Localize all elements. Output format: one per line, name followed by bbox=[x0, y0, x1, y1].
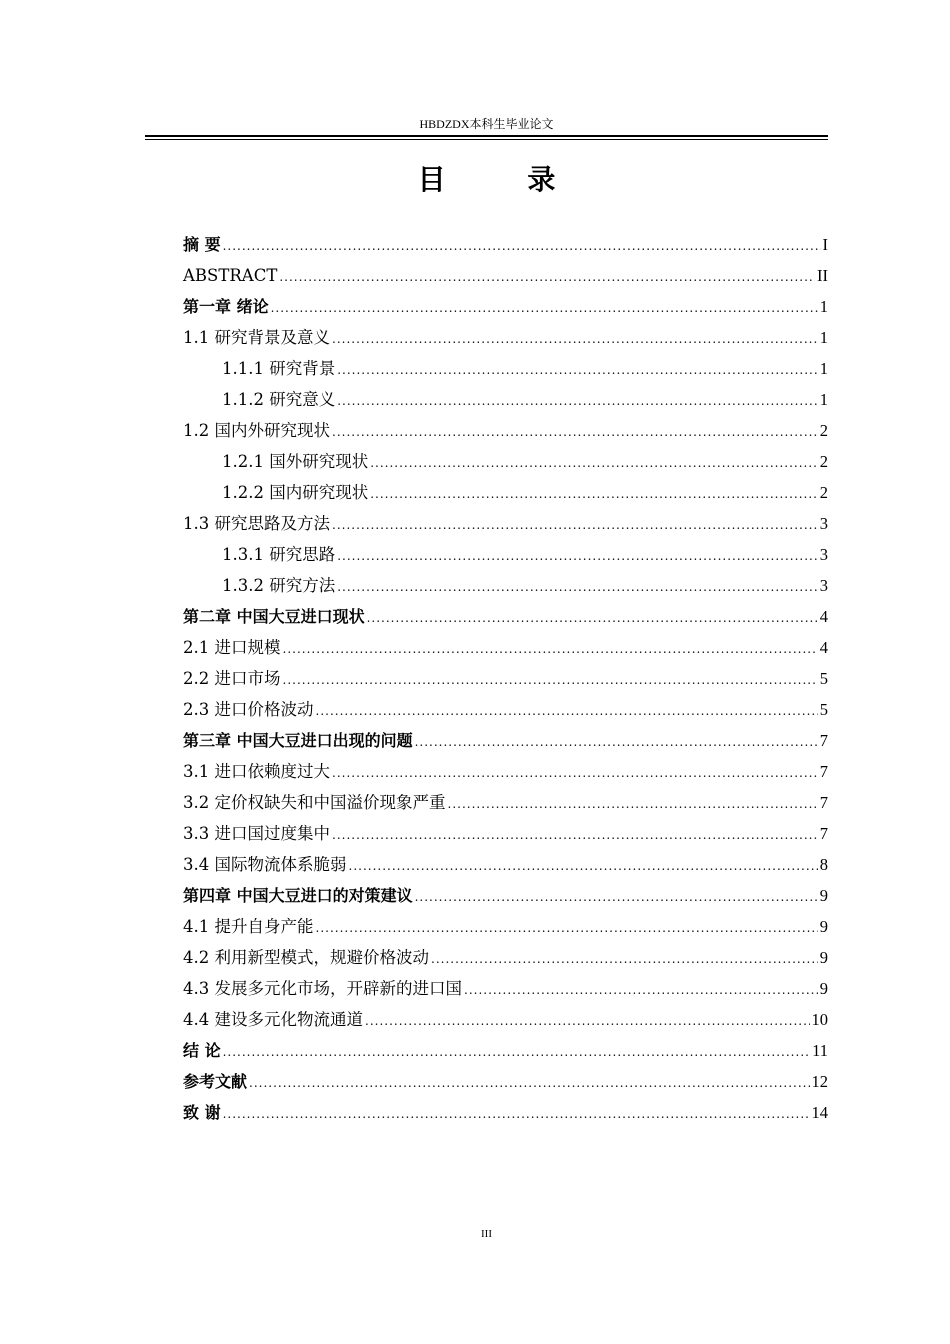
toc-entry-label: 4.3 发展多元化市场，开辟新的进口国 bbox=[183, 979, 462, 998]
toc-entry-label: 第二章 中国大豆进口现状 bbox=[183, 607, 365, 626]
toc-entry-page: 1 bbox=[819, 359, 828, 378]
toc-entry-label: 3.2 定价权缺失和中国溢价现象严重 bbox=[183, 793, 446, 812]
toc-dot-leader bbox=[332, 758, 818, 789]
toc-entry-page: 2 bbox=[819, 452, 828, 471]
toc-dot-leader bbox=[370, 448, 818, 479]
toc-dot-leader bbox=[337, 355, 818, 386]
toc-entry[interactable] bbox=[183, 818, 828, 849]
toc-entry-label: 4.1 提升自身产能 bbox=[183, 917, 314, 936]
toc-entry[interactable] bbox=[183, 694, 828, 725]
toc-entry-label: 3.1 进口依赖度过大 bbox=[183, 762, 330, 781]
header-rule-thick bbox=[145, 135, 828, 137]
toc-entry[interactable] bbox=[183, 725, 828, 756]
toc-dot-leader bbox=[283, 665, 818, 696]
header-rule-thin bbox=[145, 139, 828, 140]
toc-entry[interactable] bbox=[183, 1066, 828, 1097]
toc-dot-leader bbox=[279, 262, 815, 293]
toc-entry-page: 4 bbox=[819, 607, 828, 626]
toc-entry[interactable] bbox=[183, 787, 828, 818]
toc-dot-leader bbox=[332, 510, 818, 541]
running-header: HBDZDX本科生毕业论文 bbox=[419, 117, 554, 131]
toc-entry[interactable] bbox=[183, 849, 828, 880]
toc-entry-page: 10 bbox=[811, 1010, 828, 1029]
toc-entry[interactable] bbox=[183, 632, 828, 663]
toc-entry-label: 2.3 进口价格波动 bbox=[183, 700, 314, 719]
toc-entry[interactable] bbox=[183, 1035, 828, 1066]
toc-entry[interactable] bbox=[183, 601, 828, 632]
toc-entry-page: 3 bbox=[819, 576, 828, 595]
toc-dot-leader bbox=[349, 851, 818, 882]
toc-entry-label: 第三章 中国大豆进口出现的问题 bbox=[183, 731, 413, 750]
toc-entry-page: 1 bbox=[819, 328, 828, 347]
toc-dot-leader bbox=[223, 231, 821, 262]
toc-entry[interactable] bbox=[183, 229, 828, 260]
toc-entry-page: 7 bbox=[819, 762, 828, 781]
toc-entry-label: 2.1 进口规模 bbox=[183, 638, 281, 657]
toc-entry[interactable] bbox=[183, 291, 828, 322]
toc-dot-leader bbox=[332, 820, 818, 851]
toc-entry-page: 9 bbox=[819, 948, 828, 967]
toc-entry-label: ABSTRACT bbox=[183, 266, 278, 285]
toc-entry-label: 1.3.2 研究方法 bbox=[222, 576, 336, 595]
toc-entry-page: 5 bbox=[819, 669, 828, 688]
toc-dot-leader bbox=[271, 293, 818, 324]
toc-dot-leader bbox=[332, 324, 818, 355]
toc-entry[interactable] bbox=[183, 260, 828, 291]
toc-entry[interactable] bbox=[183, 384, 828, 415]
toc-dot-leader bbox=[223, 1037, 811, 1068]
toc-entry[interactable] bbox=[183, 663, 828, 694]
toc-entry-page: I bbox=[822, 235, 828, 254]
toc-dot-leader bbox=[337, 572, 818, 603]
toc-entry-label: 1.2 国内外研究现状 bbox=[183, 421, 330, 440]
toc-entry-label: 1.1.2 研究意义 bbox=[222, 390, 336, 409]
toc-dot-leader bbox=[431, 944, 818, 975]
toc-entry-page: 9 bbox=[819, 979, 828, 998]
toc-entry[interactable] bbox=[183, 508, 828, 539]
toc-entry-label: 4.4 建设多元化物流通道 bbox=[183, 1010, 363, 1029]
table-of-contents bbox=[183, 229, 828, 1128]
toc-entry[interactable] bbox=[183, 1097, 828, 1128]
toc-entry-page: 12 bbox=[811, 1072, 828, 1091]
toc-dot-leader bbox=[464, 975, 818, 1006]
toc-dot-leader bbox=[223, 1099, 810, 1130]
toc-dot-leader bbox=[337, 541, 818, 572]
toc-entry[interactable] bbox=[183, 942, 828, 973]
toc-dot-leader bbox=[283, 634, 818, 665]
toc-entry-label: 致 谢 bbox=[183, 1103, 221, 1122]
toc-entry[interactable] bbox=[183, 973, 828, 1004]
toc-entry-label: 3.4 国际物流体系脆弱 bbox=[183, 855, 347, 874]
toc-dot-leader bbox=[332, 417, 818, 448]
toc-entry-page: 7 bbox=[819, 824, 828, 843]
toc-entry-label: 结 论 bbox=[183, 1041, 221, 1060]
toc-entry-page: 11 bbox=[812, 1041, 828, 1060]
toc-dot-leader bbox=[249, 1068, 809, 1099]
toc-entry-label: 1.2.1 国外研究现状 bbox=[222, 452, 369, 471]
toc-entry-page: 7 bbox=[819, 731, 828, 750]
toc-entry-label: 参考文献 bbox=[183, 1072, 248, 1091]
toc-dot-leader bbox=[415, 727, 818, 758]
toc-entry-label: 第一章 绪论 bbox=[183, 297, 269, 316]
page-number: III bbox=[481, 1228, 492, 1240]
toc-entry[interactable] bbox=[183, 1004, 828, 1035]
toc-entry-page: 8 bbox=[819, 855, 828, 874]
toc-entry-page: 14 bbox=[811, 1103, 828, 1122]
toc-entry-page: 2 bbox=[819, 421, 828, 440]
toc-dot-leader bbox=[448, 789, 818, 820]
toc-entry[interactable] bbox=[183, 756, 828, 787]
toc-entry-page: 7 bbox=[819, 793, 828, 812]
toc-entry-page: 9 bbox=[819, 917, 828, 936]
toc-entry[interactable] bbox=[183, 322, 828, 353]
toc-entry[interactable] bbox=[183, 911, 828, 942]
toc-dot-leader bbox=[316, 696, 818, 727]
toc-entry-label: 4.2 利用新型模式，规避价格波动 bbox=[183, 948, 429, 967]
toc-entry-page: 9 bbox=[819, 886, 828, 905]
toc-entry-label: 1.3.1 研究思路 bbox=[222, 545, 336, 564]
toc-entry-label: 1.3 研究思路及方法 bbox=[183, 514, 330, 533]
toc-entry-label: 摘 要 bbox=[183, 235, 221, 254]
toc-entry-label: 1.1.1 研究背景 bbox=[222, 359, 336, 378]
toc-dot-leader bbox=[365, 1006, 810, 1037]
toc-entry-page: 3 bbox=[819, 514, 828, 533]
toc-entry-label: 3.3 进口国过度集中 bbox=[183, 824, 330, 843]
toc-entry[interactable] bbox=[183, 570, 828, 601]
toc-entry-page: II bbox=[817, 266, 828, 285]
toc-entry[interactable] bbox=[183, 353, 828, 384]
toc-dot-leader bbox=[415, 882, 818, 913]
toc-entry-page: 3 bbox=[819, 545, 828, 564]
toc-entry[interactable] bbox=[183, 880, 828, 911]
toc-entry-page: 1 bbox=[819, 297, 828, 316]
toc-entry-label: 2.2 进口市场 bbox=[183, 669, 281, 688]
toc-dot-leader bbox=[367, 603, 818, 634]
toc-entry-page: 1 bbox=[819, 390, 828, 409]
toc-entry[interactable] bbox=[183, 446, 828, 477]
toc-entry[interactable] bbox=[183, 539, 828, 570]
toc-entry-label: 1.1 研究背景及意义 bbox=[183, 328, 330, 347]
toc-dot-leader bbox=[316, 913, 818, 944]
toc-entry-label: 1.2.2 国内研究现状 bbox=[222, 483, 369, 502]
toc-entry-page: 2 bbox=[819, 483, 828, 502]
toc-title: 目 录 bbox=[417, 163, 592, 196]
toc-entry-label: 第四章 中国大豆进口的对策建议 bbox=[183, 886, 413, 905]
toc-entry-page: 4 bbox=[819, 638, 828, 657]
toc-dot-leader bbox=[370, 479, 818, 510]
toc-entry[interactable] bbox=[183, 415, 828, 446]
toc-dot-leader bbox=[337, 386, 818, 417]
toc-entry[interactable] bbox=[183, 477, 828, 508]
toc-entry-page: 5 bbox=[819, 700, 828, 719]
